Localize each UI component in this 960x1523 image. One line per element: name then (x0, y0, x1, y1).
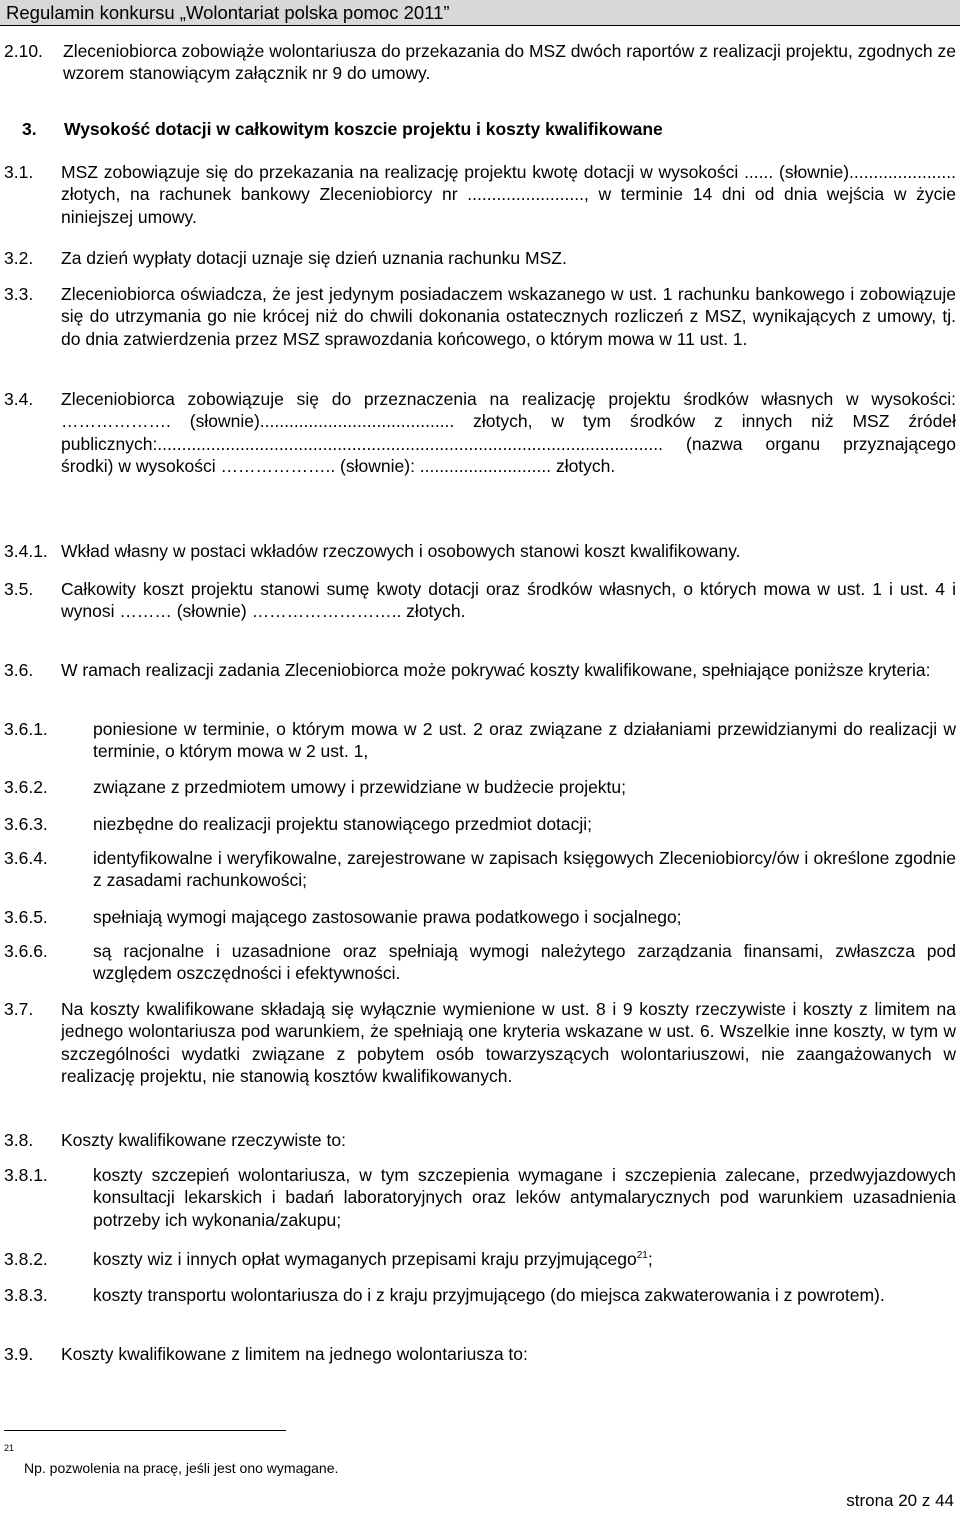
paragraph-text: Zleceniobiorca zobowiązuje się do przeznaczenia na realizację projektu środków własnych w wysokości: ………………. (słownie)........................................ złotych, w tym środków z innych niż MSZ źródeł publicznych:........................................................................................................ (nazwa organu przyznającego środki) w wysokości ……………….. (słownie): ........................... złotych. (61, 389, 956, 477)
paragraph-3-8-2 (4, 1248, 956, 1270)
paragraph-number: 3.6.6. (4, 941, 48, 961)
paragraph-number: 3.7. (4, 999, 34, 1019)
paragraph-text: Wkład własny w postaci wkładów rzeczowych i osobowych stanowi koszt kwalifikowany. (61, 541, 741, 561)
footnote-reference[interactable]: 21 (636, 1250, 648, 1262)
paragraph-number: 3.8.2. (4, 1249, 48, 1269)
paragraph-number: 3.5. (4, 579, 34, 599)
paragraph-number: 3.1. (4, 162, 34, 182)
paragraph-number: 3.3. (4, 284, 34, 304)
document-title: Regulamin konkursu „Wolontariat polska pomoc 2011” (6, 2, 450, 23)
paragraph-text: Koszty kwalifikowane z limitem na jednego wolontariusza to: (61, 1344, 528, 1364)
paragraph-number: 3.8. (4, 1130, 34, 1150)
paragraph-text: Koszty kwalifikowane rzeczywiste to: (61, 1130, 346, 1150)
section-number: 3. (22, 119, 37, 139)
document-header (0, 0, 960, 26)
paragraph-3-6-2 (4, 776, 956, 798)
paragraph-number: 3.6. (4, 660, 34, 680)
paragraph-number: 3.6.3. (4, 814, 48, 834)
paragraph-3-9 (4, 1343, 956, 1365)
footnote-number: 21 (4, 1443, 15, 1453)
paragraph-3-6-5 (4, 906, 956, 928)
paragraph-3-5 (4, 578, 956, 623)
paragraph-text: koszty transportu wolontariusza do i z kraju przyjmującego (do miejsca zakwaterowania i z powrotem). (93, 1285, 885, 1305)
paragraph-number: 3.8.1. (4, 1165, 48, 1185)
paragraph-text: spełniają wymogi mającego zastosowanie prawa podatkowego i socjalnego; (93, 907, 682, 927)
footnote-text: Np. pozwolenia na pracę, jeśli jest ono wymagane. (24, 1460, 339, 1476)
paragraph-text: MSZ zobowiązuje się do przekazania na realizację projektu kwotę dotacji w wysokości ...... (słownie)...................... złotych, na rachunek bankowy Zleceniobiorcy nr ........................, w terminie 14 dni od dnia wejścia w życie niniejszej umowy. (61, 162, 956, 227)
paragraph-number: 2.10. (4, 41, 43, 61)
page-number: strona 20 z 44 (846, 1491, 954, 1510)
paragraph-text: poniesione w terminie, o którym mowa w 2 ust. 2 oraz związane z działaniami przewidzianymi do realizacji w terminie, o którym mowa w 2 ust. 1, (93, 719, 956, 762)
paragraph-3-6 (4, 659, 956, 681)
paragraph-body: koszty wiz i innych opłat wymaganych przepisami kraju przyjmującego (93, 1249, 637, 1269)
paragraph-3-3 (4, 283, 956, 350)
paragraph-punctuation: ; (647, 1249, 653, 1269)
paragraph-3-1 (4, 161, 956, 228)
paragraph-number: 3.6.4. (4, 848, 48, 868)
paragraph-text: związane z przedmiotem umowy i przewidziane w budżecie projektu; (93, 777, 627, 797)
paragraph-3-8 (4, 1129, 956, 1151)
paragraph-text (93, 1248, 956, 1270)
paragraph-3-4 (4, 388, 956, 478)
footnote-separator (4, 1430, 286, 1431)
section-heading-3 (22, 118, 956, 140)
footnote (4, 1440, 704, 1476)
paragraph-3-4-1 (4, 540, 956, 562)
paragraph-text: są racjonalne i uzasadnione oraz spełniają wymogi należytego zarządzania finansami, zwłaszcza pod względem oszczędności i efektywności. (93, 941, 956, 984)
paragraph-text: identyfikowalne i weryfikowalne, zarejestrowane w zapisach księgowych Zleceniobiorcy/ów i określone zgodnie z zasadami rachunkowości; (93, 848, 956, 891)
paragraph-3-8-3 (4, 1284, 956, 1306)
paragraph-3-8-1 (4, 1164, 956, 1231)
paragraph-text: Na koszty kwalifikowane składają się wyłącznie wymienione w ust. 8 i 9 koszty rzeczywiste i koszty z limitem na jednego wolontariusza pod warunkiem, że spełniają one kryteria wskazane w ust. 6. Wszelkie inne koszty, w tym w szczególności wydatki związane z pobytem osób towarzyszących wolontariuszowi, nie zaangażowanych w realizację projektu, nie stanowią kosztów kwalifikowanych. (61, 999, 956, 1087)
paragraph-3-6-1 (4, 718, 956, 763)
paragraph-text: Zleceniobiorca zobowiąże wolontariusza do przekazania do MSZ dwóch raportów z realizacji projektu, zgodnych ze wzorem stanowiącym załącznik nr 9 do umowy. (63, 41, 956, 84)
paragraph-text: W ramach realizacji zadania Zleceniobiorca może pokrywać koszty kwalifikowane, spełniające poniższe kryteria: (61, 660, 931, 680)
paragraph-number: 3.6.2. (4, 777, 48, 797)
paragraph-text: Zleceniobiorca oświadcza, że jest jedynym posiadaczem wskazanego w ust. 1 rachunku bankowego i zobowiązuje się do utrzymania go nie krócej niż do chwili dokonania ostatecznych rozliczeń z MSZ, wynikających z umowy, tj. do dnia zatwierdzenia przez MSZ sprawozdania końcowego, o którym mowa w 11 ust. 1. (61, 284, 956, 349)
paragraph-3-7 (4, 998, 956, 1088)
paragraph-number: 3.6.1. (4, 719, 48, 739)
paragraph-number: 3.2. (4, 248, 34, 268)
paragraph-text: Całkowity koszt projektu stanowi sumę kwoty dotacji oraz środków własnych, o których mowa w ust. 1 i ust. 4 i wynosi ……… (słownie) …………………….. złotych. (61, 579, 956, 622)
paragraph-3-6-6 (4, 940, 956, 985)
paragraph-number: 3.6.5. (4, 907, 48, 927)
paragraph-3-6-3 (4, 813, 956, 835)
paragraph-3-2 (4, 247, 956, 269)
paragraph-text: koszty szczepień wolontariusza, w tym szczepienia wymagane i szczepienia zalecane, przedwyjazdowych konsultacji lekarskich i badań laboratoryjnych oraz leków antymalarycznych pod warunkiem uzasadnienia potrzeby ich wykonania/zakupu; (93, 1165, 956, 1230)
paragraph-text: niezbędne do realizacji projektu stanowiącego przedmiot dotacji; (93, 814, 593, 834)
paragraph-number: 3.9. (4, 1344, 34, 1364)
paragraph-number: 3.8.3. (4, 1285, 48, 1305)
paragraph-number: 3.4. (4, 389, 34, 409)
paragraph-number: 3.4.1. (4, 541, 48, 561)
section-title: Wysokość dotacji w całkowitym koszcie projektu i koszty kwalifikowane (64, 119, 663, 139)
paragraph-2-10 (4, 40, 956, 85)
paragraph-text: Za dzień wypłaty dotacji uznaje się dzień uznania rachunku MSZ. (61, 248, 567, 268)
paragraph-3-6-4 (4, 847, 956, 892)
